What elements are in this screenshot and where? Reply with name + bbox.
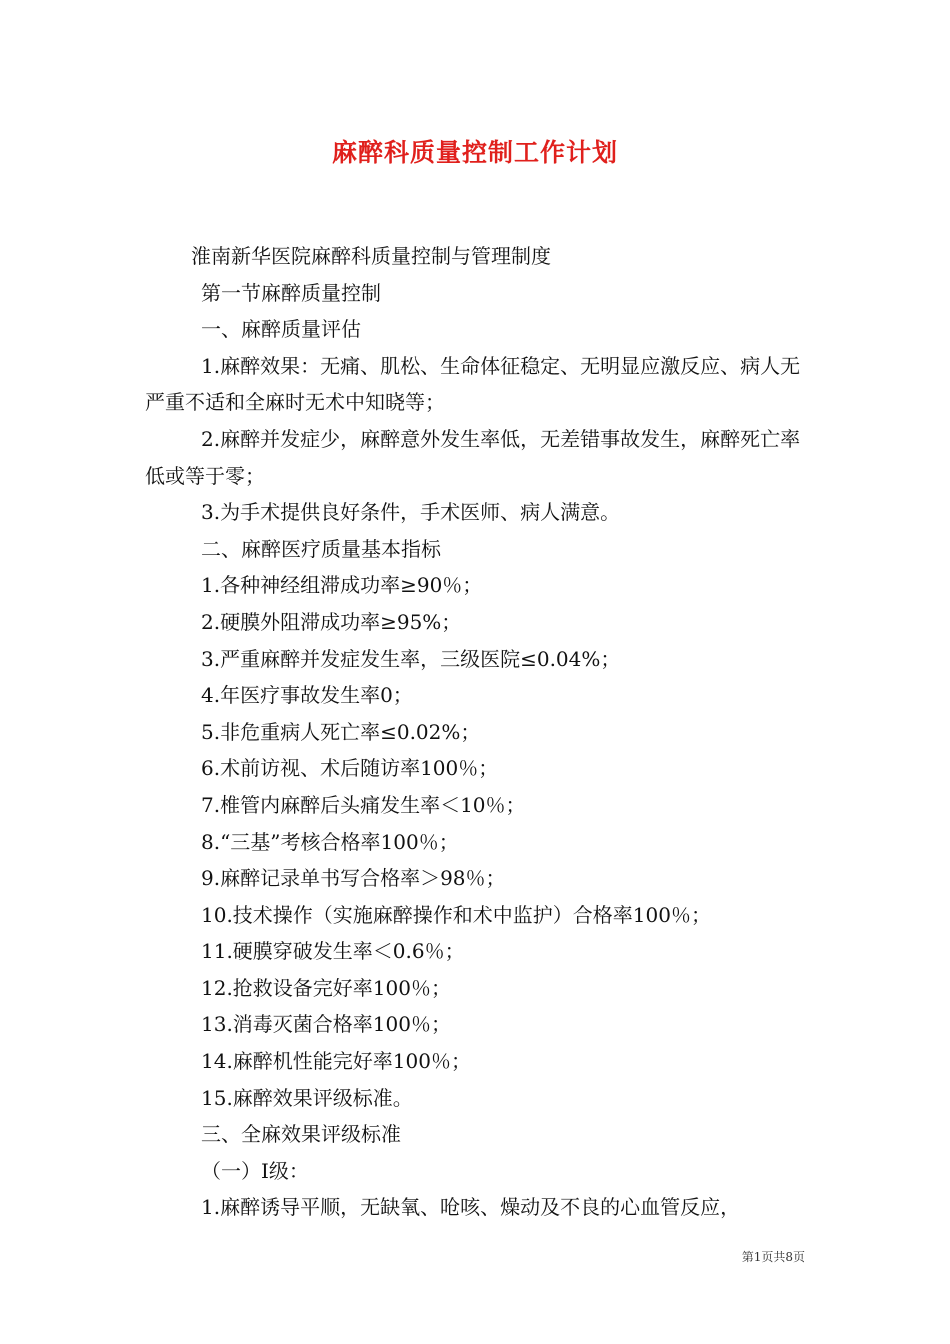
paragraph-item: 8.“三基”考核合格率100％； [201, 829, 459, 854]
paragraph-subheading-indicators: 二、麻醉医疗质量基本指标 [201, 536, 441, 561]
paragraph-item: 3.严重麻醉并发症发生率，三级医院≤0.04%； [201, 646, 621, 671]
paragraph-item: 5.非危重病人死亡率≤0.02%； [201, 719, 481, 744]
paragraph-item: 14.麻醉机性能完好率100％； [201, 1049, 471, 1074]
page-number-footer: 第1页共8页 [741, 1250, 805, 1264]
paragraph-item: 12.抢救设备完好率100％； [201, 975, 451, 1000]
paragraph-item: 10.技术操作（实施麻醉操作和术中监护）合格率100％； [201, 902, 711, 927]
paragraph-item: 15.麻醉效果评级标准。 [201, 1085, 413, 1110]
paragraph-grade-heading: （一）Ⅰ级： [201, 1158, 309, 1183]
paragraph-item: 1.各种神经组滞成功率≥90％； [201, 573, 483, 598]
paragraph-item: 9.麻醉记录单书写合格率＞98％； [201, 866, 506, 891]
paragraph-item: 13.消毒灭菌合格率100％； [201, 1012, 451, 1037]
paragraph-item: 3.为手术提供良好条件，手术医师、病人满意。 [201, 500, 621, 525]
paragraph-item: 1.麻醉效果：无痛、肌松、生命体征稳定、无明显应激反应、病人无严重不适和全麻时无术中知晓等； [145, 353, 801, 415]
paragraph-item: 2.硬膜外阻滞成功率≥95%； [201, 609, 462, 634]
paragraph-item: 2.麻醉并发症少，麻醉意外发生率低，无差错事故发生，麻醉死亡率低或等于零； [145, 426, 801, 488]
document-title: 麻醉科质量控制工作计划 [331, 138, 618, 167]
paragraph-item: 6.术前访视、术后随访率100％； [201, 756, 499, 781]
paragraph-item: 11.硬膜穿破发生率＜0.6％； [201, 939, 465, 964]
paragraph-subheading-grading: 三、全麻效果评级标准 [201, 1122, 401, 1147]
paragraph-hospital-heading: 淮南新华医院麻醉科质量控制与管理制度 [191, 244, 551, 268]
paragraph-item: 7.椎管内麻醉后头痛发生率＜10％； [201, 792, 526, 817]
paragraph-subheading-assessment: 一、麻醉质量评估 [201, 317, 361, 342]
paragraph-item: 4.年医疗事故发生率0； [201, 683, 413, 708]
paragraph-section-heading: 第一节麻醉质量控制 [201, 280, 381, 305]
paragraph-item: 1.麻醉诱导平顺，无缺氧、呛咳、燥动及不良的心血管反应， [201, 1195, 741, 1220]
document-body [145, 238, 813, 1226]
